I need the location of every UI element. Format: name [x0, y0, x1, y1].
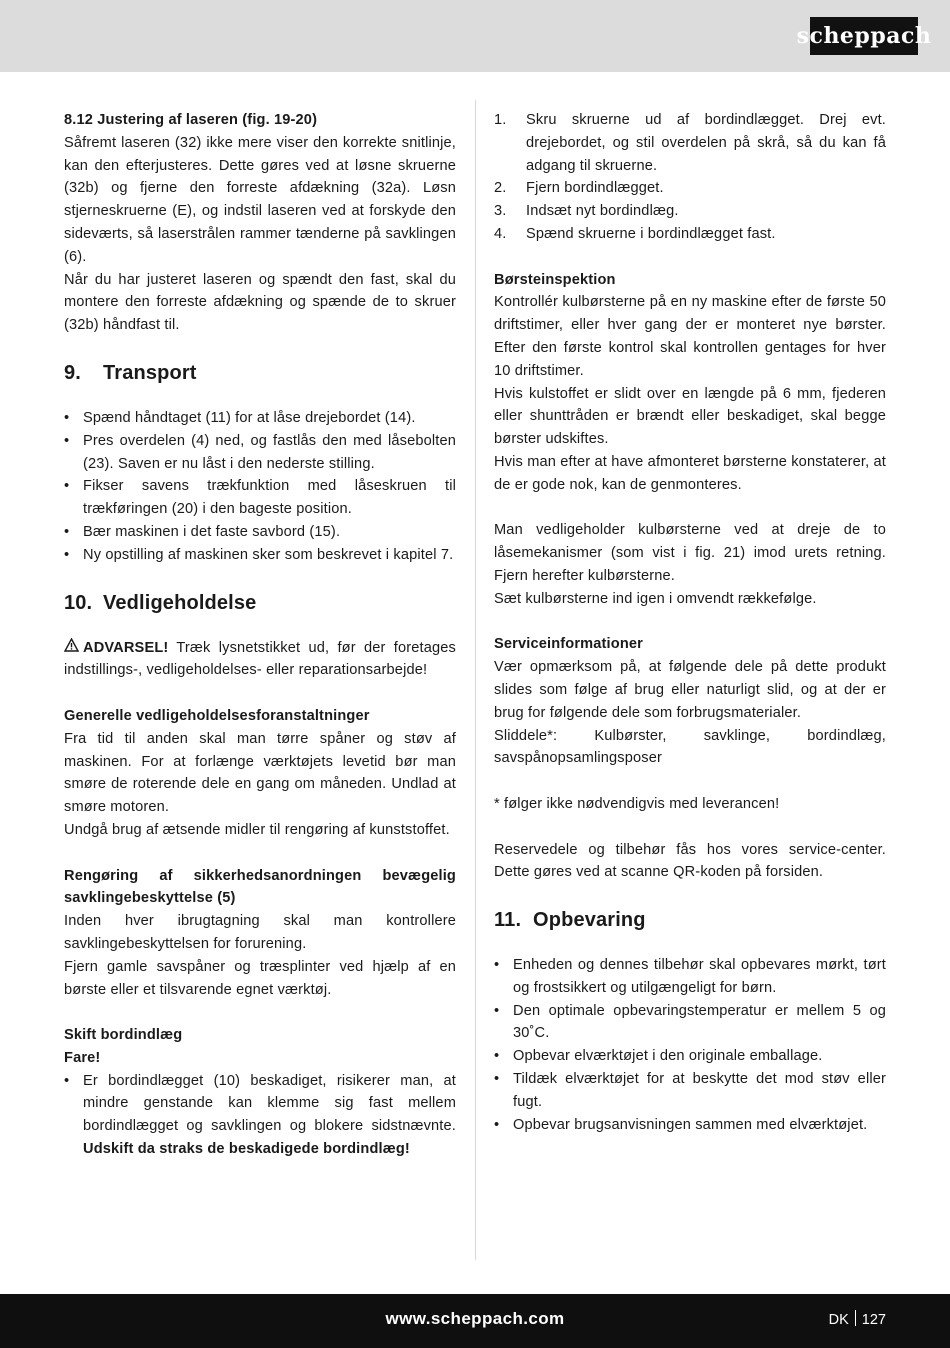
column-divider [475, 100, 476, 1260]
step-text: Spænd skruerne i bordindlægget fast. [526, 225, 776, 242]
guard-cleaning-title: Rengøring af sikkerhedsanordningen bevægelig savklingebeskyttelse (5) [64, 867, 456, 907]
brush-inspection-title: Børsteinspektion [494, 271, 616, 288]
page-separator [855, 1310, 856, 1326]
table-insert-text: Er bordindlægget (10) beskadiget, risikerer man, at mindre genstande kan klemme sig fast mellem bordindlægget og savklingen og blokere sidstnævnte. [83, 1072, 456, 1135]
list-item [494, 200, 886, 223]
section-812-title: 8.12 Justering af laseren (fig. 19-20) [64, 112, 318, 128]
list-item: • Den optimale opbevaringstemperatur er mellem 5 og 30˚C. [494, 1000, 886, 1046]
guard-cleaning-body: Inden hver ibrugtagning skal man kontrollere savklingebeskyttelsen for forurening. [64, 913, 456, 952]
list-item [64, 1070, 456, 1161]
section-10-number: 10. [64, 591, 93, 614]
page-number: 127 [861, 1312, 886, 1328]
service-info-title: Serviceinformationer [494, 636, 643, 653]
website-url: www.scheppach.com [385, 1309, 565, 1328]
scheppach-logo: scheppach [810, 17, 918, 55]
warning-paragraph [64, 637, 456, 683]
warning-triangle-icon [64, 637, 79, 660]
section-812-body2: Når du har justeret laseren og spændt den fast, skal du montere den forreste afdækning og spænde de to skruer (32b) håndfast til. [64, 271, 456, 334]
section-11-number: 11. [494, 909, 522, 932]
step-number: 1. [494, 112, 507, 128]
brush-inspection-p5: Sæt kulbørsterne ind igen i omvendt rækkefølge. [494, 590, 817, 607]
table-insert-list [64, 1070, 456, 1161]
guard-cleaning-body2: Fjern gamle savspåner og træsplinter ved hjælp af en børste eller et tilsvarende egnet værktøj. [64, 958, 456, 998]
list-item: • Bær maskinen i det faste savbord (15). [64, 521, 456, 544]
transport-list [64, 407, 456, 567]
list-item: • Tildæk elværktøjet for at beskytte det mod støv eller fugt. [494, 1068, 886, 1114]
brush-inspection-p2: Hvis kulstoffet er slidt over en længde på 6 mm, fjederen eller shunttråden er brændt eller beskadiget, skal begge børster udskiftes. [494, 385, 886, 448]
step-text: Skru skruerne ud af bordindlægget. Drej evt. drejebordet, og stil overdelen på skrå, så du kan få adgang til skruerne. [526, 112, 886, 174]
section-10-title: Vedligeholdelse [103, 591, 257, 614]
page-indicator [829, 1310, 886, 1328]
step-number: 4. [494, 225, 507, 242]
general-maintenance-title: Generelle vedligeholdelsesforanstaltninger [64, 707, 370, 724]
step-number: 2. [494, 180, 507, 197]
service-info-p1: Vær opmærksom på, at følgende dele på dette produkt slides som følge af brug eller naturligt slid, og at der er brug for følgende dele som forbrugsmaterialer. [494, 659, 886, 721]
list-item: • Opbevar elværktøjet i den originale emballage. [494, 1045, 886, 1068]
storage-list [494, 954, 886, 1136]
page-header [0, 0, 950, 72]
list-item: • Fikser savens trækfunktion med låseskruen til trækføringen (20) i den bageste position. [64, 475, 456, 521]
list-item [494, 223, 886, 246]
list-item: • Spænd håndtaget (11) for at låse drejebordet (14). [64, 407, 456, 430]
brush-inspection-p3: Hvis man efter at have afmonteret børsterne konstaterer, at de er gode nok, kan de genmonteres. [494, 453, 886, 493]
right-column [494, 109, 886, 1136]
section-10-heading [64, 589, 456, 617]
list-item: • Enheden og dennes tilbehør skal opbevares mørkt, tørt og frostsikkert og utilgængeligt for børn. [494, 954, 886, 1000]
step-text: Indsæt nyt bordindlæg. [526, 203, 679, 220]
brush-inspection-p4: Man vedligeholder kulbørsterne ved at dreje de to låsemekanismer (som vist i fig. 21) imod urets retning. Fjern herefter kulbørsterne. [494, 522, 886, 584]
left-column [64, 109, 456, 1161]
page-footer [0, 1294, 950, 1348]
table-insert-bold-text: Udskift da straks de beskadigede bordindlæg! [83, 1141, 410, 1158]
list-item: • Pres overdelen (4) ned, og fastlås den med låsebolten (23). Saven er nu låst i den nederste stilling. [64, 430, 456, 476]
brush-inspection-p1: Kontrollér kulbørsterne på en ny maskine efter de første 50 driftstimer, eller hver gang der er monteret nye børster. Efter den første kontrol skal kontrollen gentages for hver 10 driftstimer. [494, 294, 886, 379]
section-9-heading [64, 359, 456, 387]
service-info-p3: Reservedele og tilbehør fås hos vores service-center. Dette gøres ved at scanne QR-koden på forsiden. [494, 841, 886, 881]
section-11-heading [494, 906, 886, 934]
table-insert-steps [494, 109, 886, 246]
table-insert-title: Skift bordindlæg [64, 1027, 183, 1044]
danger-label: Fare! [64, 1049, 101, 1066]
warning-text: Træk lysnetstikket ud, før der foretages indstillings-, vedligeholdelses- eller reparationsarbejde! [64, 639, 456, 679]
section-9-number: 9. [64, 361, 81, 384]
service-info-note: * følger ikke nødvendigvis med leverancen! [494, 795, 780, 812]
general-maintenance-body: Fra tid til anden skal man tørre spåner og støv af maskinen. For at forlænge værktøjets levetid bør man smøre de roterende dele en gang om måneden. Undlad at smøre motoren. [64, 730, 456, 816]
general-maintenance-body2: Undgå brug af ætsende midler til rengøring af kunststoffet. [64, 821, 450, 838]
step-text: Fjern bordindlægget. [526, 180, 664, 197]
warning-label: ADVARSEL! [83, 639, 169, 656]
section-812-body: Såfremt laseren (32) ikke mere viser den korrekte snitlinje, kan den efterjusteres. Dette gøres ved at løsne skruerne (32b) og fjerne den forreste afdækning (32a). Løsn stjerneskruerne (E), og indstil laseren ved at forskyde den sideværts, så laserstrålen rammer tænderne på savklingen (6). [64, 134, 456, 265]
section-9-title: Transport [103, 361, 197, 384]
list-item: • Opbevar brugsanvisningen sammen med elværktøjet. [494, 1114, 886, 1137]
section-11-title: Opbevaring [533, 909, 646, 932]
list-item: • Ny opstilling af maskinen sker som beskrevet i kapitel 7. [64, 544, 456, 567]
list-item [494, 109, 886, 177]
list-item [494, 177, 886, 200]
language-code: DK [828, 1312, 849, 1328]
service-info-p2: Sliddele*: Kulbørster, savklinge, bordindlæg, savspånopsamlingsposer [494, 727, 886, 767]
step-number: 3. [494, 203, 507, 220]
